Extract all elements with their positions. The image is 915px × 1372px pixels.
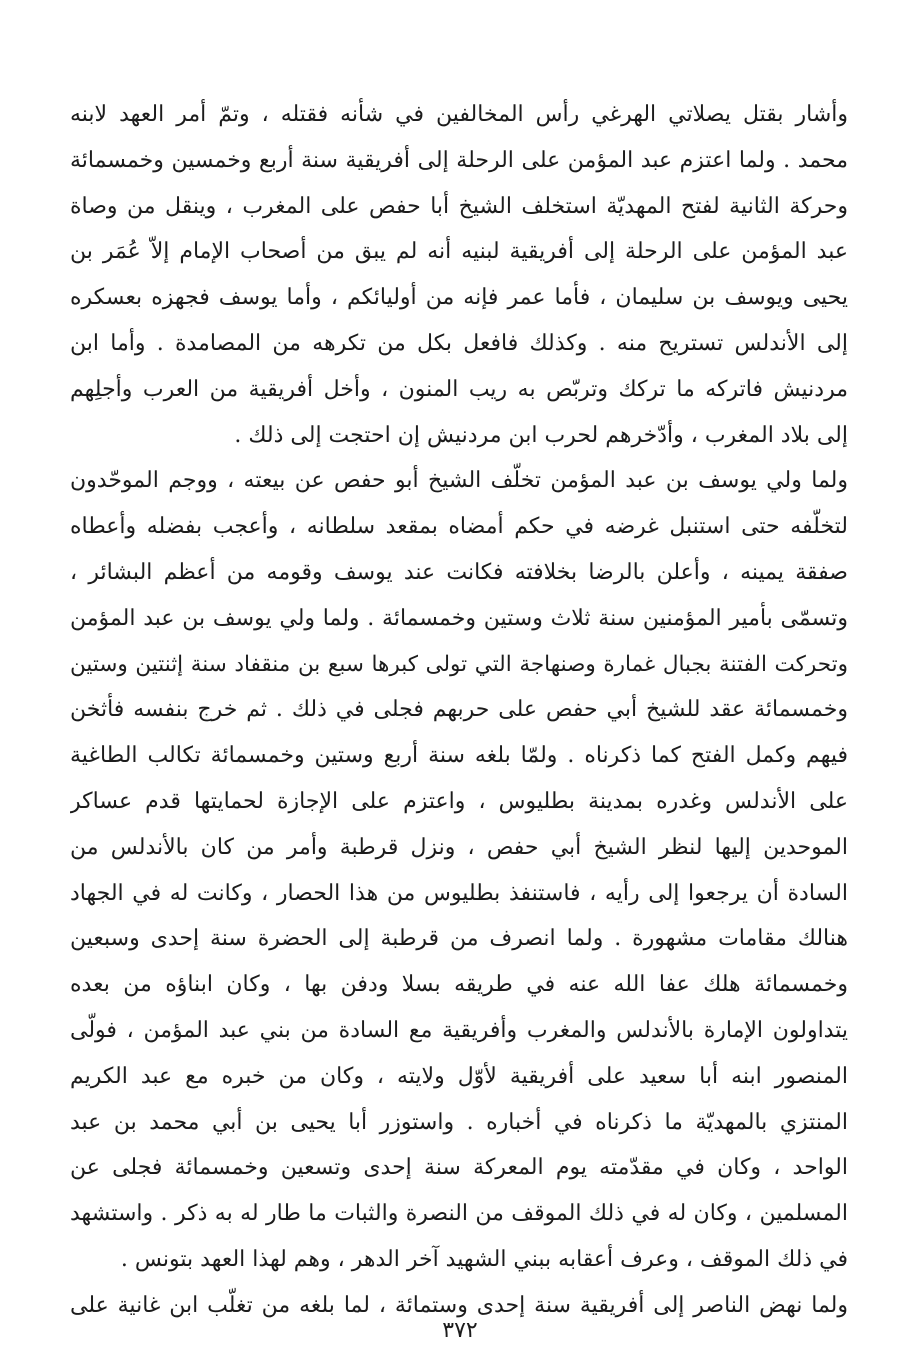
text-line: لتخلّفه حتى استنبل غرضه في حكم أمضاه بمقعد سلطانه ، وأعجب بفضله وأعطاه — [70, 514, 848, 540]
text-line: هنالك مقامات مشهورة . ولما انصرف من قرطبة إلى الحضرة سنة إحدى وسبعين — [70, 926, 848, 952]
text-line: وتسمّى بأمير المؤمنين سنة ثلاث وستين وخمسمائة . ولما ولي يوسف بن عبد المؤمن — [70, 605, 848, 631]
text-line: المنتزي بالمهديّة ما ذكرناه في أخباره . واستوزر أبا يحيى بن أبي محمد بن عبد — [70, 1109, 848, 1135]
text-line: إلى بلاد المغرب ، وأدّخرهم لحرب ابن مردنيش إن احتجت إلى ذلك . — [234, 422, 848, 448]
text-line: صفقة يمينه ، وأعلن بالرضا بخلافته فكانت عند يوسف وقومه من أعظم البشائر ، — [70, 559, 848, 585]
text-line: فيهم وكمل الفتح كما ذكرناه . ولمّا بلغه سنة أربع وستين وخمسمائة تكالب الطاغية — [70, 743, 848, 769]
text-line: المسلمين ، وكان له في ذلك الموقف من النصرة والثبات ما طار له به ذكر . واستشهد — [70, 1201, 848, 1227]
text-line: وخمسمائة عقد للشيخ أبي حفص على حربهم فجلى في ذلك . ثم خرج بنفسه فأثخن — [70, 697, 848, 723]
text-line: وأشار بقتل يصلاتي الهرغي رأس المخالفين في شأنه فقتله ، وتمّ أمر العهد لابنه — [70, 102, 848, 127]
text-line: محمد . ولما اعتزم عبد المؤمن على الرحلة إلى أفريقية سنة أربع وخمسين وخمسمائة — [70, 147, 848, 173]
text-line: في ذلك الموقف ، وعرف أعقابه ببني الشهيد آخر الدهر ، وهم لهذا العهد بتونس . — [120, 1246, 848, 1272]
page-number: ٣٧٢ — [442, 1318, 478, 1343]
text-line: ولما نهض الناصر إلى أفريقية سنة إحدى وستمائة ، لما بلغه من تغلّب ابن غانية على — [70, 1292, 848, 1318]
text-line: يحيى ويوسف بن سليمان ، فأما عمر فإنه من أوليائكم ، وأما يوسف فجهزه بعسكره — [70, 285, 848, 311]
text-line: الموحدين إليها لنظر الشيخ أبي حفص ، ونزل قرطبة وأمر من كان بالأندلس من — [70, 834, 848, 860]
text-line: مردنيش فاتركه ما تركك وتربّص به ريب المنون ، وأخل أفريقية من العرب وأجلِهم — [70, 376, 848, 402]
page-body-text — [70, 92, 848, 1329]
text-line: وحركة الثانية لفتح المهديّة استخلف الشيخ أبا حفص على المغرب ، وينقل من وصاة — [70, 193, 848, 219]
text-line: على الأندلس وغدره بمدينة بطليوس ، واعتزم على الإجازة لحمايتها قدم عساكر — [70, 788, 848, 814]
text-line: ولما ولي يوسف بن عبد المؤمن تخلّف الشيخ أبو حفص عن بيعته ، ووجم الموحّدون — [70, 468, 848, 494]
text-line: يتداولون الإمارة بالأندلس والمغرب وأفريقية مع السادة من بني عبد المؤمن ، فولّى — [70, 1017, 848, 1043]
text-line: المنصور ابنه أبا سعيد على أفريقية لأوّل ولايته ، وكان من خبره مع عبد الكريم — [70, 1063, 848, 1089]
text-line: عبد المؤمن على الرحلة إلى أفريقية لبنيه أنه لم يبق من أصحاب الإمام إلاّ عُمَر بن — [70, 239, 848, 265]
text-line: الواحد ، وكان في مقدّمته يوم المعركة سنة إحدى وتسعين وخمسمائة فجلى عن — [70, 1155, 848, 1181]
text-line: وخمسمائة هلك عفا الله عنه في طريقه بسلا ودفن بها ، وكان ابناؤه من بعده — [70, 972, 848, 998]
text-line: وتحركت الفتنة بجبال غمارة وصنهاجة التي تولى كبرها سبع بن منقفاد سنة إثنتين وستين — [70, 651, 848, 677]
text-line: السادة أن يرجعوا إلى رأيه ، فاستنفذ بطليوس من هذا الحصار ، وكانت له في الجهاد — [70, 880, 848, 906]
text-line: إلى الأندلس تستريح منه . وكذلك فافعل بكل من تكرهه من المصامدة . وأما ابن — [70, 330, 848, 356]
